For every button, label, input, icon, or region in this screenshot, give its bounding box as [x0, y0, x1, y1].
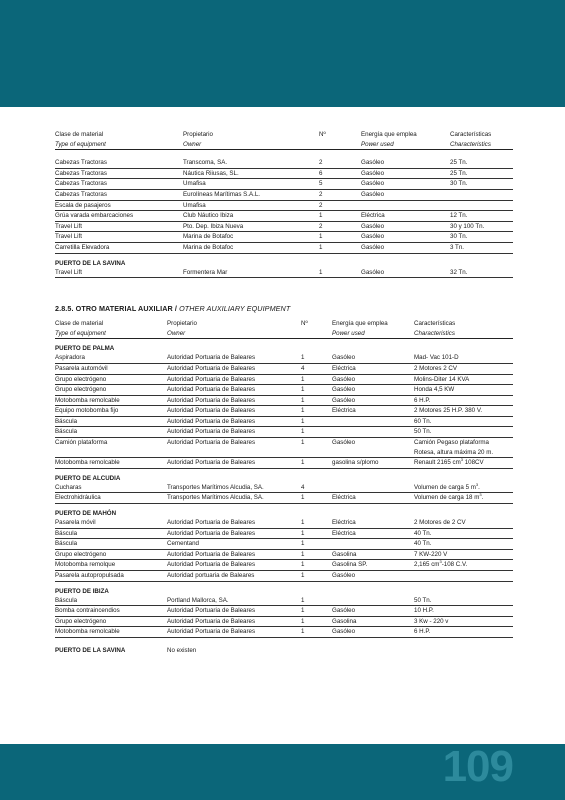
table2-header-es: Clase de material Propietario Nº Energía que emplea Características [55, 320, 456, 328]
table2-header-en: Type of equipment Owner Power used Characteristics [55, 329, 513, 339]
section-title-ibiza: PUERTO DE IBIZA [55, 587, 109, 595]
table-row: Motobomba remolcable Autoridad Portuaria de Baleares 1 Gasóleo 6 H.P. [55, 627, 513, 638]
top-color-band [0, 0, 565, 107]
table-row: Grúa varada embarcaciones Club Náutico Ibiza 1 Eléctrica 12 Tn. [55, 211, 513, 222]
mahon-body [55, 518, 513, 581]
table-row: Carretilla Elevadora Marina de Botafoc 1 Gasóleo 3 Tn. [55, 242, 513, 253]
table-row: Electrohidráulica Transportes Marítimos Alcudia, SA. 1 Eléctrica Volumen de carga 18 $m^3$. [55, 493, 513, 504]
table-row: Cabezas Tractoras Umafisa 5 Gasóleo 30 Tn. [55, 179, 513, 190]
alcudia-body [55, 483, 513, 504]
table-row: Bomba contraincendios Autoridad Portuaria de Baleares 1 Gasóleo 10 H.P. [55, 606, 513, 617]
table-row: Báscula Autoridad Portuaria de Baleares 1 60 Tn. [55, 416, 513, 427]
table-row: Aspiradora Autoridad Portuaria de Baleares 1 Gasóleo Mad- Vac 101-D [55, 353, 513, 363]
palma-body [55, 353, 513, 437]
table-row: Grupo electrógeno Autoridad Portuaria de Baleares 1 Gasolina 3 Kw - 220 v [55, 616, 513, 627]
equipment-table-1 [55, 130, 513, 278]
bottom-color-band [0, 744, 565, 800]
table-row: Camión plataforma Autoridad Portuaria de Baleares 1 Gasóleo Camión Pegaso plataforma [55, 439, 489, 447]
table-row: Cabezas Tractoras Eurolíneas Marítimas S.A.L. 2 Gasóleo [55, 189, 513, 200]
page-number: 109 [442, 744, 513, 791]
section-title-savina-1: PUERTO DE LA SAVINA [55, 259, 126, 267]
table-row: Cabezas Tractoras Náutica Riiusas, SL. 6 Gasóleo 25 Tn. [55, 168, 513, 179]
table1-savina-body [55, 268, 513, 278]
table-row: Motobomba remolcable Autoridad Portuaria de Baleares 1 gasolina s/plomo Renault 2165 $cm^3$ 108CV [55, 458, 513, 469]
table1-header-en: Type of equipment Owner Power used Characteristics [55, 140, 513, 150]
table-row: Pasarela autopropulsada Autoridad portuaria de Baleares 1 Gasóleo [55, 571, 513, 582]
section-title-savina-2: PUERTO DE LA SAVINA No existen [55, 646, 197, 654]
table-row: Cabezas Tractoras Transcoma, SA. 2 Gasóleo 25 Tn. [55, 158, 513, 168]
table-row: Cucharas Transportes Marítimos Alcudia, SA. 4 Volumen de carga 5 $m^3$. [55, 483, 513, 493]
palma-camion-row [55, 438, 513, 469]
table1-body [55, 158, 513, 253]
table-row: Travel Lift Marina de Botafoc 1 Gasóleo 30 Tn. [55, 232, 513, 243]
ibiza-body [55, 596, 513, 638]
table-row: Escala de pasajeros Umafisa 2 [55, 200, 513, 211]
table-row: Pasarela automóvil Autoridad Portuaria de Baleares 4 Eléctrica 2 Motores 2 CV [55, 363, 513, 374]
table-row: Grupo electrógeno Autoridad Portuaria de Baleares 1 Gasóleo Honda 4,5 KW [55, 385, 513, 396]
table1-header-es: Clase de material Propietario Nº Energía que emplea Características [55, 131, 492, 138]
section-heading-auxiliary: 2.8.5. OTRO MATERIAL AUXILIAR / OTHER AUXILIARY EQUIPMENT [55, 304, 291, 314]
table-row: Motobomba remolcable Autoridad Portuaria de Baleares 1 Gasóleo 6 H.P. [55, 395, 513, 406]
table-row: Báscula Cementand 1 40 Tn. [55, 539, 513, 550]
table-row: Rotesa, altura máxima 20 m. [55, 448, 513, 458]
table-row: Grupo electrógeno Autoridad Portuaria de Baleares 1 Gasolina 7 KW-220 V [55, 549, 513, 560]
equipment-table-2 [55, 319, 513, 655]
section-title-palma: PUERTO DE PALMA [55, 345, 115, 353]
table-row: Pasarela móvil Autoridad Portuaria de Baleares 1 Eléctrica 2 Motores de 2 CV [55, 518, 513, 528]
table-row: Equipo motobomba fijo Autoridad Portuaria de Baleares 1 Eléctrica 2 Motores 25 H.P. 380 V. [55, 406, 513, 417]
table-row: Báscula Autoridad Portuaria de Baleares 1 50 Tn. [55, 427, 513, 438]
section-title-alcudia: PUERTO DE ALCUDIA [55, 474, 121, 482]
table-row: Báscula Autoridad Portuaria de Baleares 1 Eléctrica 40 Tn. [55, 528, 513, 539]
page-content [55, 130, 513, 655]
table-row: Motobomba remolque Autoridad Portuaria de Baleares 1 Gasolina SP. 2,165 $cm^3-108$ C.V. [55, 560, 513, 571]
table-row: Travel Lift Formentera Mar 1 Gasóleo 32 Tn. [55, 268, 513, 278]
table-row: Grupo electrógeno Autoridad Portuaria de Baleares 1 Gasóleo Molins-Diter 14 KVA [55, 374, 513, 385]
section-title-mahon: PUERTO DE MAHÓN [55, 510, 117, 518]
table-row: Travel Lift Pto. Dep. Ibiza Nueva 2 Gasóleo 30 y 100 Tn. [55, 221, 513, 232]
table-row: Báscula Portland Mallorca, SA. 1 50 Tn. [55, 596, 513, 606]
